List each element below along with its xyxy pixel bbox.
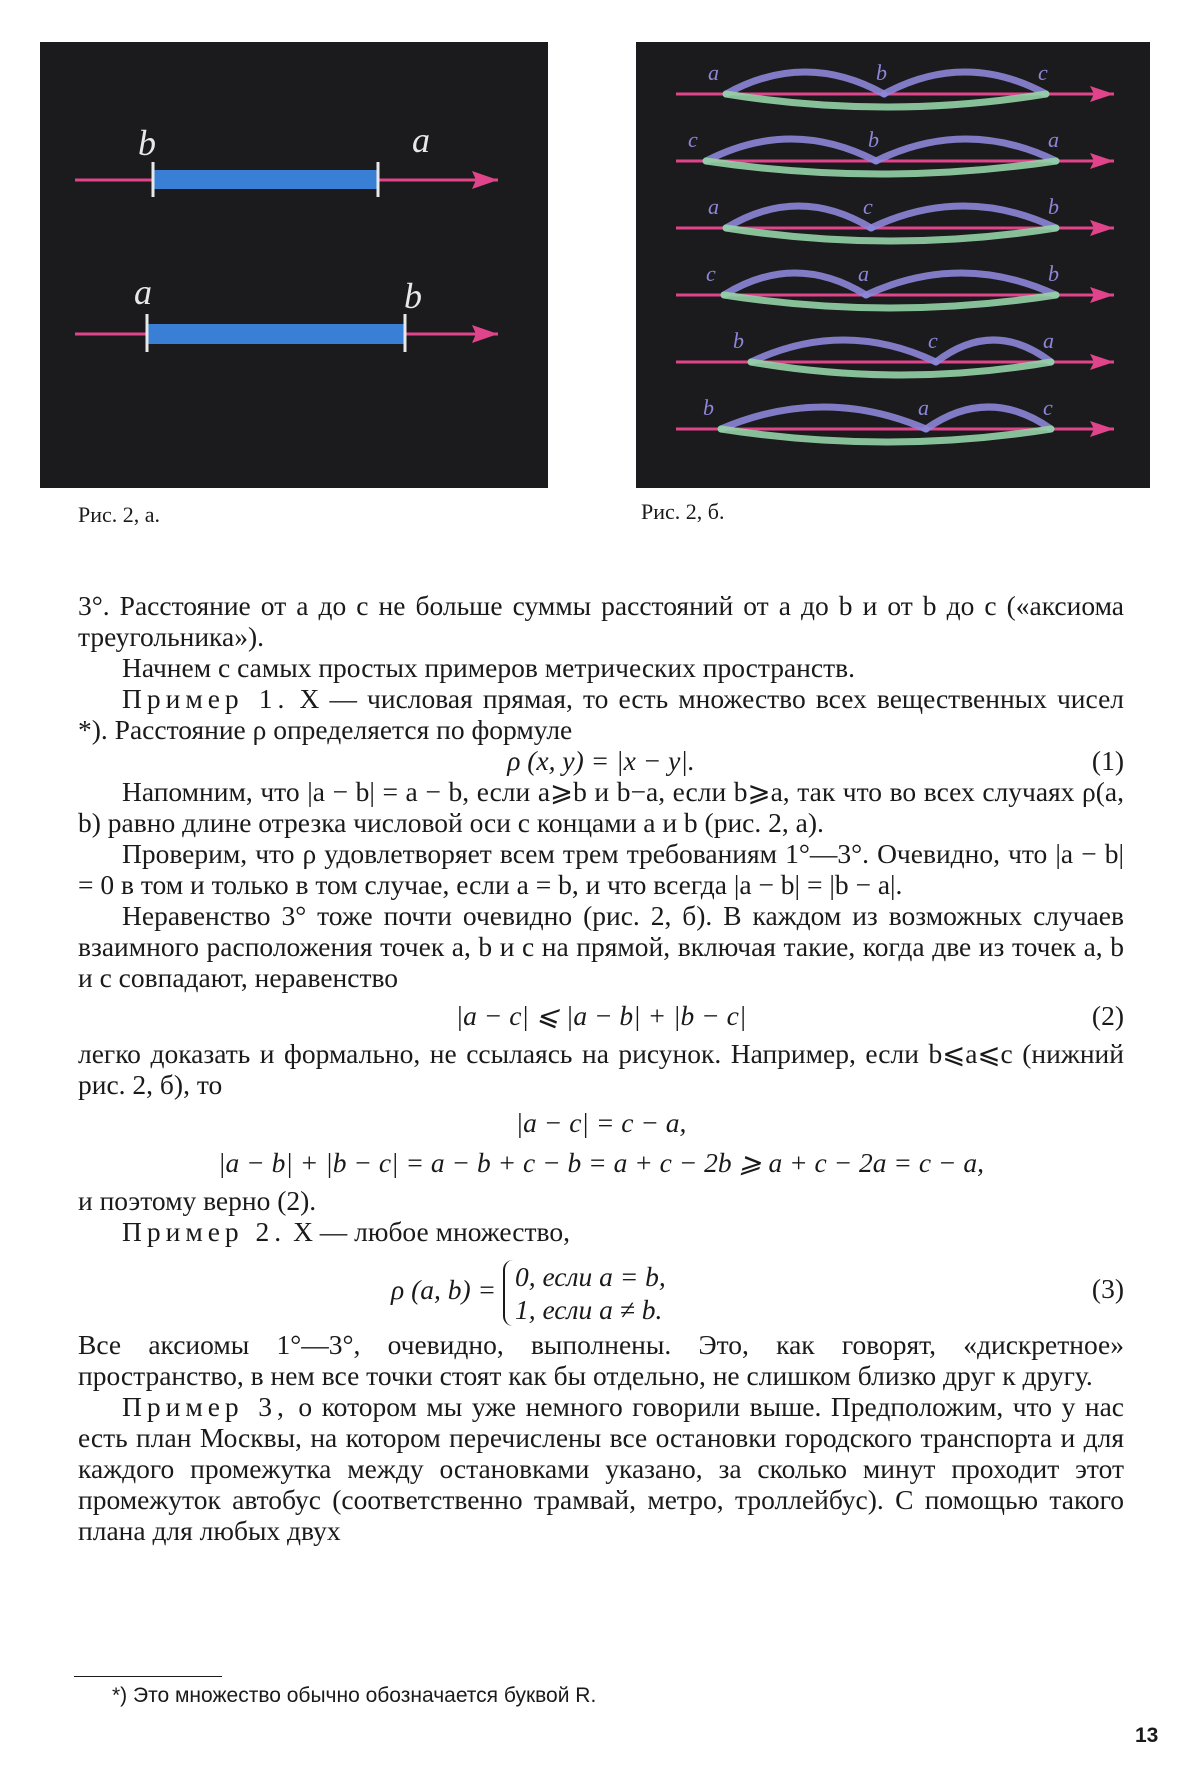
- distance-arc: [936, 340, 1051, 362]
- equation-3: [78, 1253, 1124, 1327]
- point-label: a: [412, 120, 430, 160]
- figure-2b: [636, 42, 1150, 488]
- equation-3b: [78, 1147, 1124, 1178]
- distance-arc: [726, 228, 1056, 241]
- example-label: Пример 2.: [122, 1216, 287, 1247]
- footnote-rule: [74, 1676, 222, 1677]
- equation-2: [78, 1000, 1124, 1031]
- figure-2a-caption: Рис. 2, а.: [78, 502, 161, 527]
- point-label: c: [863, 194, 873, 219]
- point-label: b: [404, 276, 422, 316]
- distance-arc: [726, 72, 884, 94]
- distance-arc: [726, 206, 871, 228]
- footnote: *) Это множество обычно обозначается буквой R.: [112, 1684, 597, 1707]
- point-label: c: [1043, 395, 1053, 420]
- equation-cases: [503, 1260, 666, 1326]
- figure-2a: [40, 42, 548, 488]
- distance-arc: [721, 407, 926, 429]
- distance-arc: [724, 273, 866, 295]
- paragraph: Проверим, что ρ удовлетворяет всем трем требованиям 1°—3°. Очевидно, что |a − b| = 0 в том и только в том случае, если a = b, и что всегда |a − b| = |b − a|.: [78, 838, 1124, 900]
- distance-arc: [871, 206, 1056, 228]
- paragraph: легко доказать и формально, не ссылаясь на рисунок. Например, если b⩽a⩽c (нижний рис. 2, б), то: [78, 1038, 1124, 1100]
- case-1: 0, если a = b,: [514, 1260, 666, 1292]
- distance-arc: [884, 72, 1046, 94]
- point-label: c: [1038, 60, 1048, 85]
- equation-body: |a − b| + |b − c| = a − b + c − b = a + c − 2b ⩾ a + c − 2a = c − a,: [218, 1147, 984, 1178]
- example-label: Пример 3,: [122, 1391, 289, 1422]
- paragraph: 3°. Расстояние от a до c не больше суммы расстояний от a до b и от b до c («аксиома треугольника»).: [78, 590, 1124, 652]
- point-label: b: [733, 328, 744, 353]
- point-label: c: [688, 127, 698, 152]
- point-label: a: [708, 194, 719, 219]
- distance-arc: [866, 273, 1056, 295]
- point-label: b: [1048, 194, 1059, 219]
- equation-number: (3): [1091, 1273, 1124, 1304]
- distance-arc: [926, 407, 1051, 429]
- point-label: a: [708, 60, 719, 85]
- equation-number: (1): [1091, 745, 1124, 776]
- equation-number: (2): [1091, 1000, 1124, 1031]
- distance-arc: [751, 340, 936, 362]
- example-label: Пример 1.: [122, 683, 290, 714]
- point-label: c: [928, 328, 938, 353]
- point-label: b: [1048, 261, 1059, 286]
- paragraph: Напомним, что |a − b| = a − b, если a⩾b и b−a, если b⩾a, так что во всех случаях ρ(a, b) равно длине отрезка числовой оси с концами a и b (рис. 2, а).: [78, 776, 1124, 838]
- equation-1: [78, 745, 1124, 776]
- point-label: b: [876, 60, 887, 85]
- paragraph-text: о котором мы уже немного говорили выше. Предположим, что у нас есть план Москвы, на котором перечислены все остановки городского транспорта и для каждого промежутка между остановками указано, за сколько минут проходит этот промежуток автобус (соответственно трамвай, метро, троллейбус). С помощью такого плана для любых двух: [78, 1391, 1125, 1546]
- point-label: b: [703, 395, 714, 420]
- distance-arc: [876, 139, 1056, 161]
- paragraph: [78, 683, 1124, 745]
- paragraph-text: X — любое множество,: [293, 1216, 570, 1247]
- paragraph: Неравенство 3° тоже почти очевидно (рис. 2, б). В каждом из возможных случаев взаимного расположения точек a, b и c на прямой, включая такие, когда две из точек a, b и c совпадают, неравенство: [78, 900, 1124, 993]
- distance-arc: [721, 429, 1051, 442]
- paragraph: [78, 1216, 1124, 1247]
- paragraph: [78, 1391, 1124, 1546]
- point-label: b: [138, 123, 156, 163]
- figure-2a-drawing: [40, 42, 548, 488]
- segment-bar: [153, 170, 378, 189]
- equation-3a: [78, 1107, 1124, 1138]
- figure-2b-caption: Рис. 2, б.: [641, 499, 725, 524]
- paragraph: и поэтому верно (2).: [78, 1185, 317, 1216]
- paragraph-text: X — числовая прямая, то есть множество всех вещественных чисел *). Расстояние ρ определяется по формуле: [78, 683, 1124, 745]
- equation-body: |a − c| = c − a,: [515, 1107, 687, 1138]
- paragraph: Все аксиомы 1°—3°, очевидно, выполнены. Это, как говорят, «дискретное» пространство, в нем все точки стоят как бы отдельно, не слишком близко друг к другу.: [78, 1329, 1124, 1391]
- point-label: c: [706, 261, 716, 286]
- point-label: a: [1048, 127, 1059, 152]
- figure-2b-drawing: [636, 42, 1150, 488]
- segment-bar: [147, 324, 405, 344]
- point-label: a: [858, 261, 869, 286]
- equation-body: |a − c| ⩽ |a − b| + |b − c|: [455, 1000, 747, 1031]
- distance-arc: [724, 295, 1056, 308]
- case-2: 1, если a ≠ b.: [514, 1293, 663, 1325]
- equation-lhs: ρ (a, b) =: [391, 1274, 497, 1305]
- point-label: a: [1043, 328, 1054, 353]
- distance-arc: [706, 139, 876, 161]
- paragraph: Начнем с самых простых примеров метрических пространств.: [122, 652, 855, 683]
- page-number: 13: [1135, 1724, 1159, 1747]
- body-text: [78, 590, 1124, 1546]
- point-label: b: [868, 127, 879, 152]
- distance-arc: [751, 362, 1051, 375]
- distance-arc: [706, 161, 1056, 174]
- point-label: a: [918, 395, 929, 420]
- equation-body: ρ (x, y) = |x − y|.: [507, 745, 695, 776]
- point-label: a: [134, 272, 152, 312]
